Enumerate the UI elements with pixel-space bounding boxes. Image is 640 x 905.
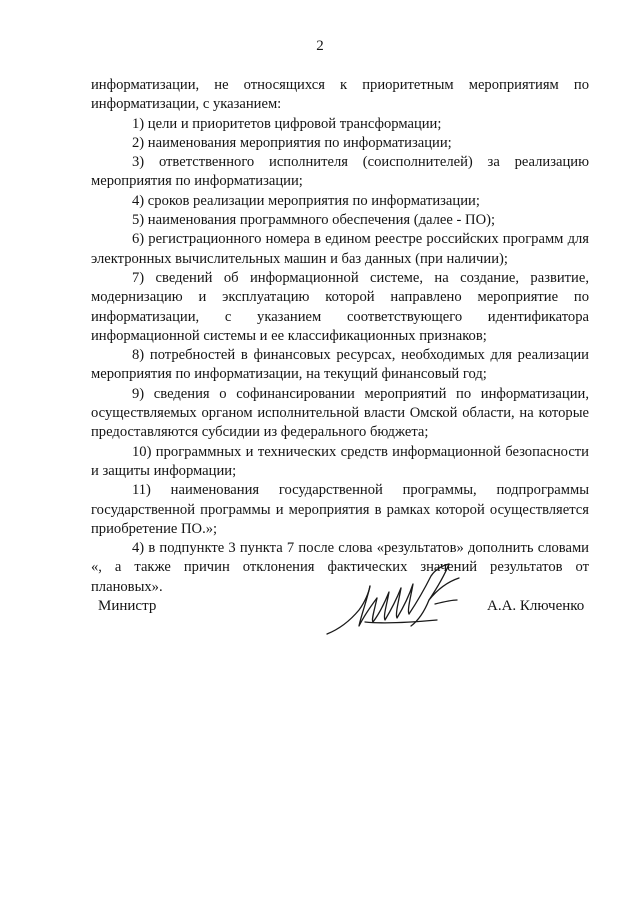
list-item: 3) ответственного исполнителя (соисполнителей) за реализацию мероприятия по информатизации; bbox=[91, 154, 589, 190]
list-item: 4) сроков реализации мероприятия по информатизации; bbox=[132, 192, 480, 209]
list-item: 1) цели и приоритетов цифровой трансформации; bbox=[132, 115, 442, 132]
signature-block bbox=[0, 560, 640, 650]
list-item: 6) регистрационного номера в едином реестре российских программ для электронных вычислительных машин и баз данных (при наличии); bbox=[91, 231, 589, 267]
list-item: 5) наименования программного обеспечения (далее - ПО); bbox=[132, 212, 496, 229]
list-item: 9) сведения о софинансировании мероприятий по информатизации, осуществляемых органом исполнительной власти Омской области, на которые предоставляются субсидии из федерального бюджета; bbox=[91, 385, 589, 441]
list-item: 10) программных и технических средств информационной безопасности и защиты информации; bbox=[91, 443, 589, 479]
list-item: 11) наименования государственной программы, подпрограммы государственной программы и мероприятия в рамках которой осуществляется приобретение ПО.»; bbox=[91, 482, 589, 537]
amendment-paragraph: 4) в подпункте 3 пункта 7 после слова «результатов» дополнить словами «, а также причин отклонения фактических значений результатов от плановых». bbox=[91, 540, 589, 595]
signatory-name: А.А. Ключенко bbox=[487, 598, 585, 614]
list-item: 2) наименования мероприятия по информатизации; bbox=[132, 134, 452, 151]
list-item: 7) сведений об информационной системе, на создание, развитие, модернизацию и эксплуатацию которой направлено мероприятие по информатизации, с указанием соответствующего идентификатора информационной системы и ее классификационных признаков; bbox=[91, 269, 589, 344]
page-number: 2 bbox=[316, 38, 324, 54]
paragraph: информатизации, не относящихся к приоритетным мероприятиям по информатизации, с указанием: bbox=[91, 77, 589, 113]
list-item: 8) потребностей в финансовых ресурсах, необходимых для реализации мероприятия по информатизации, на текущий финансовый год; bbox=[91, 347, 589, 383]
signatory-title: Министр bbox=[98, 598, 157, 614]
handwritten-signature bbox=[325, 560, 485, 640]
document-body bbox=[91, 76, 589, 597]
